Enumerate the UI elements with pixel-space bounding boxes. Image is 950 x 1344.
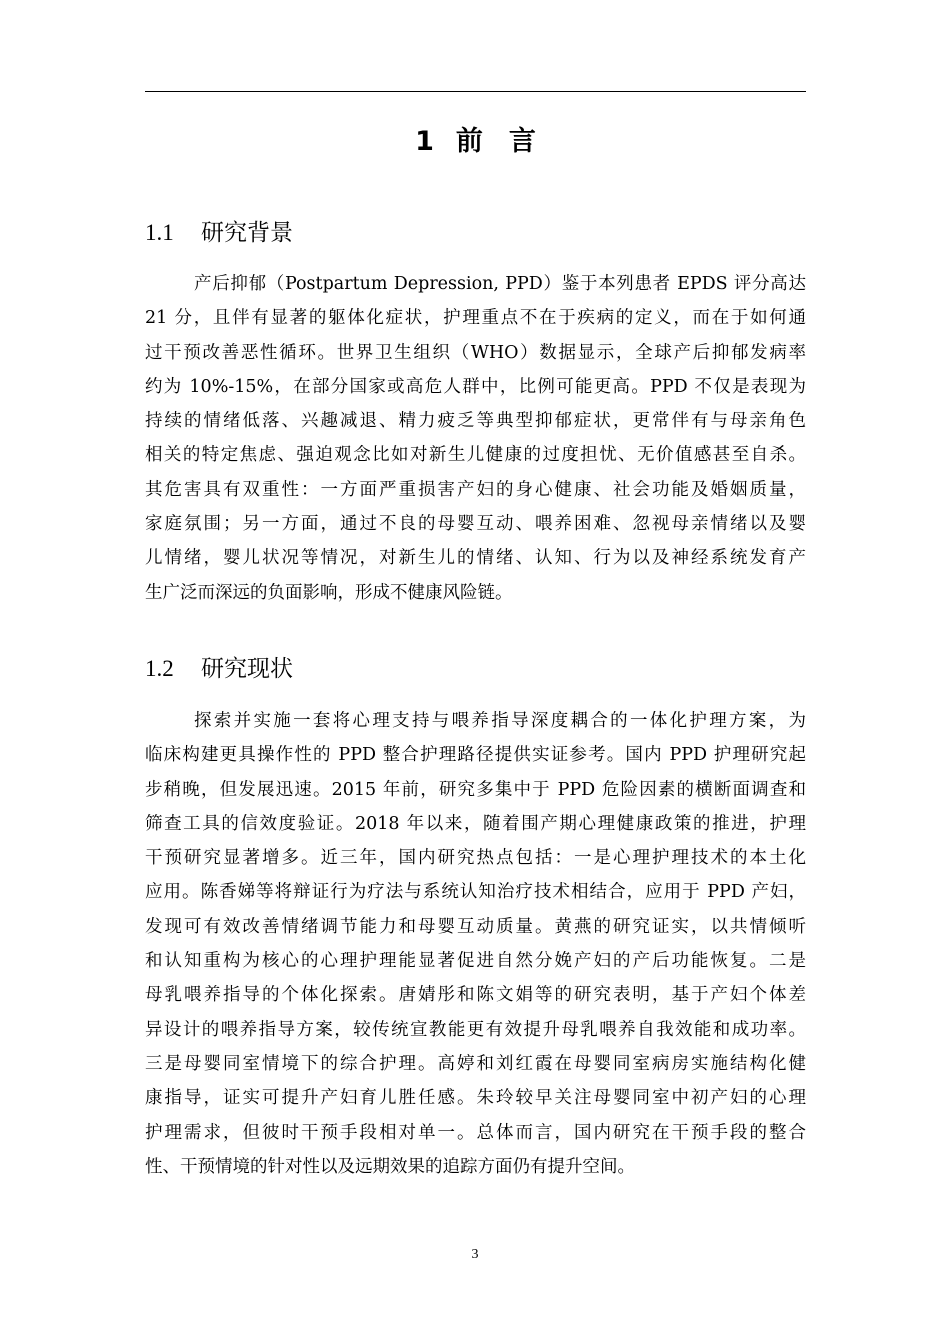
text-line: 母乳喂养指导的个体化探索。唐婧彤和陈文娟等的研究表明，基于产妇个体差 (145, 985, 806, 1006)
page-number: 3 (471, 1247, 479, 1262)
section-heading-1-1 (145, 216, 293, 250)
text-line: 儿情绪，婴儿状况等情况，对新生儿的情绪、认知、行为以及神经系统发育产 (145, 548, 806, 569)
text-line: 和认知重构为核心的心理护理能显著促进自然分娩产妇的产后功能恢复。二是 (145, 951, 806, 972)
section-title: 研究现状 (201, 656, 293, 682)
text-line: 步稍晚，但发展迅速。2015 年前，研究多集中于 PPD 危险因素的横断面调查和 (145, 779, 806, 800)
chapter-title (145, 122, 806, 162)
text-line: 性、干预情境的针对性以及远期效果的追踪方面仍有提升空间。 (145, 1156, 635, 1177)
chapter-number: 1 (415, 126, 434, 157)
text-line: 生广泛而深远的负面影响，形成不健康风险链。 (145, 582, 513, 603)
text-line: 产后抑郁（Postpartum Depression, PPD）鉴于本列患者 EPDS 评分高达 (194, 274, 806, 294)
text-line: 发现可有效改善情绪调节能力和母婴互动质量。黄燕的研究证实，以共情倾听 (145, 916, 806, 937)
text-line: 探索并实施一套将心理支持与喂养指导深度耦合的一体化护理方案，为 (194, 711, 806, 731)
section-number: 1.1 (145, 220, 174, 245)
text-line: 相关的特定焦虑、强迫观念比如对新生儿健康的过度担忧、无价值感甚至自杀。 (145, 445, 806, 466)
text-line: 临床构建更具操作性的 PPD 整合护理路径提供实证参考。国内 PPD 护理研究起 (145, 745, 806, 766)
section-heading-1-2 (145, 652, 293, 686)
text-line: 康指导，证实可提升产妇育儿胜任感。朱玲较早关注母婴同室中初产妇的心理 (145, 1088, 806, 1109)
text-line: 家庭氛围；另一方面，通过不良的母婴互动、喂养困难、忽视母亲情绪以及婴 (145, 514, 806, 535)
header-rule (145, 91, 806, 92)
paragraph-research-background (145, 267, 806, 610)
text-line: 护理需求，但彼时干预手段相对单一。总体而言，国内研究在干预手段的整合 (145, 1122, 806, 1143)
text-line: 约为 10%-15%，在部分国家或高危人群中，比例可能更高。PPD 不仅是表现为 (145, 376, 806, 397)
text-line: 过干预改善恶性循环。世界卫生组织（WHO）数据显示，全球产后抑郁发病率 (145, 342, 806, 363)
text-line: 其危害具有双重性：一方面严重损害产妇的身心健康、社会功能及婚姻质量， (145, 479, 806, 500)
text-line: 筛查工具的信效度验证。2018 年以来，随着围产期心理健康政策的推进，护理 (145, 813, 806, 834)
text-line: 干预研究显著增多。近三年，国内研究热点包括：一是心理护理技术的本土化 (145, 848, 806, 869)
chapter-title-char-2: 言 (508, 126, 536, 157)
text-line: 持续的情绪低落、兴趣减退、精力疲乏等典型抑郁症状，更常伴有与母亲角色 (145, 411, 806, 432)
section-number: 1.2 (145, 656, 174, 681)
text-line: 异设计的喂养指导方案，较传统宣教能更有效提升母乳喂养自我效能和成功率。 (145, 1019, 806, 1040)
chapter-title-char-1: 前 (455, 126, 483, 157)
paragraph-research-status (145, 704, 806, 1184)
text-line: 三是母婴同室情境下的综合护理。高婷和刘红霞在母婴同室病房实施结构化健 (145, 1053, 806, 1074)
section-title: 研究背景 (201, 220, 293, 246)
text-line: 21 分，且伴有显著的躯体化症状，护理重点不在于疾病的定义，而在于如何通 (145, 308, 806, 329)
text-line: 应用。陈香娣等将辩证行为疗法与系统认知治疗技术相结合，应用于 PPD 产妇， (145, 882, 806, 903)
